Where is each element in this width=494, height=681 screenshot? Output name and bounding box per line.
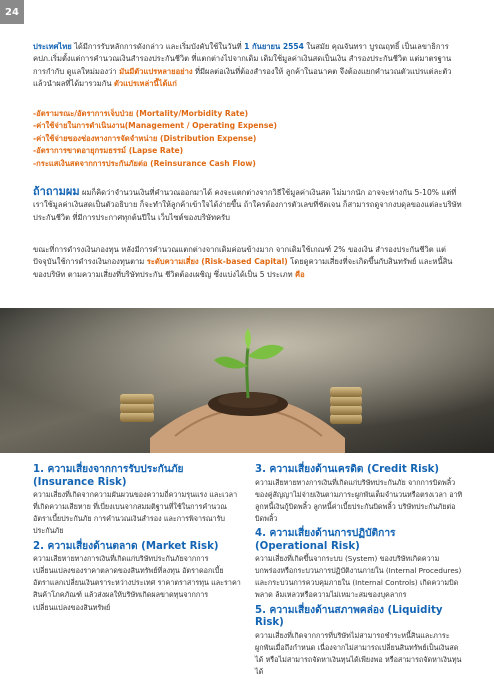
variable-item: -ค่าใช้จ่ายของช่องทางการจัดจำหน่าย (Distribution Expense) (33, 133, 257, 143)
risk-column-left (33, 464, 241, 617)
market-risk-title: 2. ความเสี่ยงด้านตลาด (Market Risk) (33, 540, 219, 552)
opinion-lead: ถ้าถามผม (33, 185, 80, 198)
market-risk-body: ความเสียหายทางการเงินที่เกิดแก่บริษัทประกันภัยจากการเปลี่ยนแปลงของราคาตลาดของสินทรัพย์ที่ลงทุน อัตราดอกเบี้ย อัตราแลกเปลี่ยนเงินตราระหว่างประเทศ ราคาตราสารทุน และราคาสินค้าโภคภัณฑ์ แล้วส่งผลให้บริษัทเกิดผลขาดทุนจากการเปลี่ยนแปลงของสินทรัพย์ (33, 554, 241, 612)
risk-column-right (255, 464, 463, 681)
insurance-risk-title: 1. ความเสี่ยงจากการรับประกันภัย (Insurance Risk) (33, 464, 184, 488)
insurance-risk-body: ความเสี่ยงที่เกิดจากความผันผวนของความถี่ความรุนแรง และเวลาที่เกิดความเสียหาย ที่เบี่ยงเบนจากสมมติฐานที่ใช้ในการคำนวณอัตราเบี้ยประกันภัย การคำนวณเงินสำรอง และการพิจารณารับประกันภัย (33, 490, 238, 536)
liquidity-risk-title: 5. ความเสี่ยงด้านสภาพคล่อง (Liquidity Risk) (255, 604, 443, 629)
intro-text-3: ที่มีผลต่อเงินที่ต้องสำรองให้ ลูกค้าในอนาคต จึงต้องแยกคำนวณตัวแปรแต่ละตัว แล้วนำผลที่ได้มารวมกัน (33, 66, 452, 88)
liquidity-risk-body: ความเสี่ยงที่เกิดจากการที่บริษัทไม่สามารถชำระหนี้สินและภาระผูกพันเมื่อถึงกำหนด เนื่องจากไม่สามารถเปลี่ยนสินทรัพย์เป็นเงินสดได้ หรือไม่สามารถจัดหาเงินทุนได้เพียงพอ หรือสามารถจัดหาเงินทุนได้ (255, 630, 462, 676)
capital-text-1: ขณะที่การดำรงเงินกองทุน หลังมีการคำนวณแตกต่างจากเดิมค่อนข้างมาก จากเดิมใช้เกณฑ์ 2% ของเงิน สำรองประกันชีวิต แต่ปัจจุบันใช้การดำรงเงินกองทุนตาม (33, 245, 446, 267)
intro-emphasis-2: ตัวแปรเหล่านี้ได้แก่ (113, 78, 177, 88)
capital-emphasis: ระดับความเสี่ยง (Risk-based Capital) (146, 257, 288, 267)
hands-with-plant-photo (0, 308, 494, 453)
intro-date: 1 กันยายน 2554 (244, 42, 304, 51)
credit-risk-title: 3. ความเสี่ยงด้านเครดิต (Credit Risk) (255, 464, 440, 475)
capital-emphasis-2: คือ (295, 269, 305, 279)
credit-risk-body: ความเสียหายทางการเงินที่เกิดแก่บริษัทประกันภัย จากการบิดพลิ้วของคู่สัญญาไม่จ่ายเงินตามภาระผูกพันเต็มจำนวนหรือตรงเวลา อาทิ ลูกหนี้เงินกู้บิดพลิ้ว ลูกหนี้ค่าเบี้ยประกันบิดพลิ้ว บริษัทประกันภัยต่อบิดพลิ้ว (255, 477, 463, 523)
variable-list (33, 108, 463, 170)
coin-stack-right (330, 387, 362, 424)
operational-risk-body: ความเสี่ยงที่เกิดขึ้นจากระบบ (System) ของบริษัทเกิดความบกพร่องหรือกระบวนการปฏิบัติงานภายใน (Internal Procedures) และกระบวนการควบคุมภายใน (Internal Controls) เกิดความบิดพลาด ล้มเหลวหรือความไม่เหมาะสมของบุคลากร (255, 554, 462, 600)
capital-paragraph (33, 244, 463, 281)
page-number: 24 (0, 0, 24, 24)
coin-stack-left (120, 394, 154, 422)
variable-item: -อัตรามรณะ/อัตราการเจ็บป่วย (Mortality/Morbidity Rate) (33, 109, 249, 118)
variable-item: -ค่าใช้จ่ายในการดำเนินงาน(Management / Operating Expense) (33, 121, 277, 131)
intro-country: ประเทศไทย (33, 42, 72, 51)
intro-emphasis: มันมีตัวแปรหลายอย่าง (119, 66, 193, 76)
intro-text-1: ได้มีการรับหลักการดังกล่าว และเริ่มบังคับใช้ในวันที่ (71, 42, 245, 51)
variable-item: -อัตราการขาดอายุกรมธรรม์ (Lapse Rate) (33, 146, 184, 156)
capital-text-2: โดยดูความเสี่ยงที่จะเกิดขึ้นกับสินทรัพย์ และหนี้สินของบริษัท ตามความเสี่ยงที่บริษัทประกัน ชีวิตต้องเผชิญ ซึ่งแบ่งได้เป็น 5 ประเภท (33, 257, 453, 279)
opinion-text: ผมก็คิดว่าจำนวนเงินที่คำนวณออกมาได้ คงจะแตกต่างจากวิธีใช้มูลค่าเงินสด ไม่มากนัก อาจจะห่างกัน 5-10% แต่ที่เราใช้มูลค่าเงินสดเป็นตัวอธิบาย ก็จะทำให้ลูกค้าเข้าใจได้ง่ายขึ้น ถ้าใครต้องการตัวเลขที่ชัดเจน ก็สามารถดูจากงบดุลของแต่ละบริษัทประกันชีวิต ที่มีการประกาศทุกต้นปีใน เว็บไซต์ของบริษัทครับ (33, 188, 462, 222)
operational-risk-title: 4. ความเสี่ยงด้านการปฏิบัติการ (Operational Risk) (255, 527, 396, 552)
intro-paragraph (33, 41, 463, 90)
opinion-paragraph (33, 186, 463, 224)
intro-text-2: ในสมัย คุณจันทรา บูรณฤทธิ์ เป็นเลขาธิการ คปภ.เริ่มตั้งแต่การคำนวณเงินสำรองประกันชีวิต ที่แตกต่างไปจากเดิม เดิมใช้มูลค่าเงินสดเป็นเงิน สำรองประกันชีวิต แต่มาตรฐานการกำกับ ดูแลใหม่มองว่า (33, 42, 452, 76)
variable-item: -กระแสเงินสดจากการประกันภัยต่อ (Reinsurance Cash Flow) (33, 158, 256, 168)
